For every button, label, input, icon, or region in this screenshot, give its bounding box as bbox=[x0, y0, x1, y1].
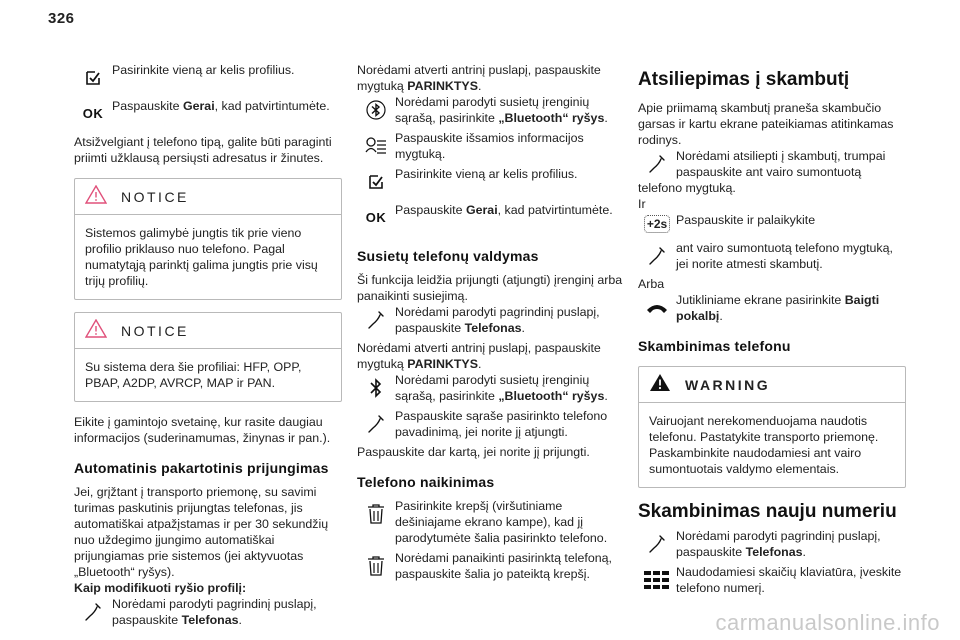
list-item bbox=[357, 408, 625, 440]
phone-icon bbox=[74, 596, 112, 628]
list-item bbox=[357, 550, 625, 582]
item-text: Paspauskite sąraše pasirinkto telefono pavadinimą, jei norite jį atjungti. bbox=[395, 409, 608, 439]
item-text: Jutikliniame ekrane pasirinkite Baigti pokalbį. bbox=[676, 293, 880, 323]
list-item bbox=[74, 62, 342, 94]
notice-body: Sistemos galimybė jungtis tik prie vieno profilio priklauso nuo telefono. Pagal numatytąją parinktį galima jungtis prie visų trijų profilių. bbox=[85, 226, 318, 288]
list-item bbox=[357, 498, 625, 546]
list-item bbox=[638, 292, 906, 324]
list-item bbox=[357, 166, 625, 198]
list-item bbox=[638, 212, 906, 236]
column-middle bbox=[357, 62, 625, 586]
item-text: Norėdami atsiliepti į skambutį, trumpai paspauskite ant vairo sumontuotą bbox=[676, 149, 886, 179]
list-item bbox=[638, 148, 906, 180]
section-heading: Automatinis pakartotinis prijungimas bbox=[74, 460, 329, 476]
section-heading: Telefono naikinimas bbox=[357, 474, 495, 490]
section-heading: Susietų telefonų valdymas bbox=[357, 248, 539, 264]
column-left bbox=[74, 62, 342, 632]
warning-title: WARNING bbox=[685, 376, 771, 393]
paragraph: Norėdami atverti antrinį puslapį, paspauskite mygtuką PARINKTYS. bbox=[357, 63, 601, 93]
section-title: Atsiliepimas į skambutį bbox=[638, 69, 850, 90]
ok-icon: OK bbox=[82, 106, 104, 121]
list-item bbox=[357, 202, 625, 234]
bluetooth-icon bbox=[357, 94, 395, 126]
paragraph: Ši funkcija leidžia prijungti (atjungti) įrenginį arba panaikinti susiejimą. bbox=[357, 273, 623, 303]
item-text: Paspauskite Gerai, kad patvirtintumėte. bbox=[395, 203, 613, 217]
hang-up-icon bbox=[638, 292, 676, 324]
list-item bbox=[357, 94, 625, 126]
checkbox-check-icon bbox=[74, 62, 112, 94]
subheading: Kaip modifikuoti ryšio profilį: bbox=[74, 581, 247, 595]
item-text: Paspauskite Gerai, kad patvirtintumėte. bbox=[112, 99, 330, 113]
checkbox-check-icon bbox=[357, 166, 395, 198]
hold-2s-icon: +2s bbox=[644, 215, 670, 233]
list-item bbox=[638, 564, 906, 596]
notice-box bbox=[74, 178, 342, 300]
paragraph: Paspauskite dar kartą, jei norite jį prijungti. bbox=[357, 445, 590, 459]
item-text: Pasirinkite vieną ar kelis profilius. bbox=[112, 63, 295, 77]
trash-bin-icon bbox=[357, 550, 395, 582]
details-list-icon bbox=[357, 130, 395, 162]
item-text: Pasirinkite vieną ar kelis profilius. bbox=[395, 167, 578, 181]
bluetooth-icon bbox=[357, 372, 395, 404]
paragraph: Arba bbox=[638, 277, 665, 291]
ok-icon: OK bbox=[365, 210, 387, 225]
paragraph: Atsižvelgiant į telefono tipą, galite būti paraginti priimti užklausą persiųsti adresatus ir žinutes. bbox=[74, 135, 332, 165]
warning-triangle-icon bbox=[85, 319, 107, 342]
item-text: Norėdami parodyti pagrindinį puslapį, paspauskite Telefonas. bbox=[395, 305, 600, 335]
paragraph: Norėdami atverti antrinį puslapį, paspauskite mygtuką PARINKTYS. bbox=[357, 341, 601, 371]
section-title: Skambinimas nauju numeriu bbox=[638, 501, 897, 522]
notice-box bbox=[74, 312, 342, 402]
phone-icon bbox=[357, 304, 395, 336]
warning-triangle-icon bbox=[85, 185, 107, 208]
item-text: Norėdami panaikinti pasirinktą telefoną, paspauskite šalia jo pateiktą krepšį. bbox=[395, 551, 612, 581]
notice-body: Su sistema dera šie profiliai: HFP, OPP, PBAP, A2DP, AVRCP, MAP ir PAN. bbox=[85, 360, 302, 390]
item-text: Paspauskite išsamios informacijos mygtuką. bbox=[395, 131, 584, 161]
keypad-icon bbox=[638, 564, 676, 596]
column-right bbox=[638, 62, 906, 600]
item-text: Norėdami parodyti pagrindinį puslapį, paspauskite Telefonas. bbox=[676, 529, 881, 559]
list-item bbox=[357, 372, 625, 404]
paragraph: Jei, grįžtant į transporto priemonę, su savimi turimas paskutinis prijungtas telefonas, jis automatiškai atpažįstamas ir per 30 sekundžių nuo uždegimo įjungimo automatiškai prijungiamas prie sistemos (jei aktyvuotas „Bluetooth“ ryšys). bbox=[74, 485, 329, 579]
phone-icon bbox=[638, 240, 676, 272]
list-item bbox=[74, 98, 342, 130]
item-text: ant vairo sumontuotą telefono mygtuką, jei norite atmesti skambutį. bbox=[676, 241, 893, 271]
phone-icon bbox=[638, 528, 676, 560]
list-item bbox=[638, 240, 906, 272]
paragraph: Ir bbox=[638, 197, 646, 211]
item-text: Pasirinkite krepšį (viršutiniame dešiniajame ekrano kampe), kad jį parodytumėte šalia pasirinkto telefono. bbox=[395, 499, 608, 545]
list-item bbox=[74, 596, 342, 628]
item-text: Naudodamiesi skaičių klaviatūra, įveskite telefono numerį. bbox=[676, 565, 902, 595]
trash-bin-icon bbox=[357, 498, 395, 530]
item-text: Norėdami parodyti susietų įrenginių sąrašą, pasirinkite „Bluetooth“ ryšys. bbox=[395, 373, 608, 403]
section-heading: Skambinimas telefonu bbox=[638, 338, 791, 354]
notice-title: NOTICE bbox=[121, 188, 189, 205]
list-item bbox=[357, 130, 625, 162]
warning-box bbox=[638, 366, 906, 488]
paragraph: Apie priimamą skambutį praneša skambučio garsas ir kartu ekrane pateikiamas atitinkamas rodinys. bbox=[638, 101, 894, 147]
phone-icon bbox=[357, 408, 395, 440]
paragraph: telefono mygtuką. bbox=[638, 181, 736, 195]
watermark: carmanualsonline.info bbox=[715, 610, 940, 635]
item-text: Norėdami parodyti susietų įrenginių sąrašą, pasirinkite „Bluetooth“ ryšys. bbox=[395, 95, 608, 125]
item-text: Paspauskite ir palaikykite bbox=[676, 213, 816, 227]
notice-title: NOTICE bbox=[121, 322, 189, 339]
item-text: Norėdami parodyti pagrindinį puslapį, paspauskite Telefonas. bbox=[112, 597, 317, 627]
warning-body: Vairuojant nerekomenduojama naudotis telefonu. Pastatykite transporto priemonę. Paskambinkite naudodamiesi ant vairo sumontuotais valdymo elementais. bbox=[649, 414, 879, 476]
page-number: 326 bbox=[48, 10, 75, 27]
warning-triangle-icon bbox=[649, 373, 671, 396]
phone-icon bbox=[638, 148, 676, 180]
list-item bbox=[357, 304, 625, 336]
list-item bbox=[638, 528, 906, 560]
paragraph: Eikite į gamintojo svetainę, kur rasite daugiau informacijos (suderinamumas, žinynas ir pan.). bbox=[74, 415, 331, 445]
